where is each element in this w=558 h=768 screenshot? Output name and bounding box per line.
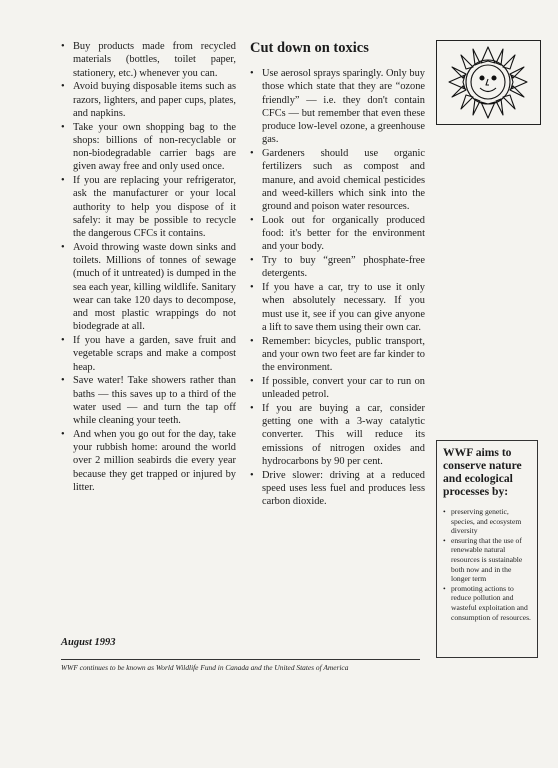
middle-column	[250, 40, 425, 509]
publication-date: August 1993	[61, 637, 116, 648]
list-item: • ensuring that the use of renewable natural resources is sustainable both now and in the longer term	[443, 536, 531, 584]
list-item: • If you are replacing your refrigerator, ask the manufacturer or your local authority to help you dispose of it safely: it may be possible to recycle the dangerous CFCs it contains.	[61, 174, 236, 240]
list-item: • preserving genetic, species, and ecosystem diversity	[443, 507, 531, 536]
wwf-aims-box	[436, 440, 538, 658]
list-item: • Gardeners should use organic fertilizers such as compost and manure, and avoid chemical pesticides and weed-killers which sink into the ground and poison water resources.	[250, 147, 425, 213]
wwf-box-title: WWF aims to conserve nature and ecological processes by:	[443, 446, 522, 498]
footer-note: WWF continues to be known as World Wildlife Fund in Canada and the United States of America	[61, 663, 349, 672]
list-item: • If you have a car, try to use it only when absolutely necessary. If you must use it, see if you can give anyone a lift to save them using their own car.	[250, 281, 425, 334]
list-item: • If you have a garden, save fruit and vegetable scraps and make a compost heap.	[61, 334, 236, 374]
sun-face-logo-icon	[436, 40, 541, 125]
list-item: • Drive slower: driving at a reduced speed uses less fuel and produces less carbon dioxide.	[250, 469, 425, 509]
list-item: • Try to buy “green” phosphate-free detergents.	[250, 254, 425, 281]
list-item: • If you are buying a car, consider getting one with a 3-way catalytic converter. This will reduce its emissions of nitrogen oxides and hydrocarbons by 90 per cent.	[250, 402, 425, 468]
footer-divider	[61, 659, 420, 660]
list-item: • If possible, convert your car to run on unleaded petrol.	[250, 375, 425, 402]
toxics-bullet-list	[250, 67, 425, 508]
list-item: • Buy products made from recycled materials (bottles, toilet paper, stationery, etc.) whenever you can.	[61, 40, 236, 80]
section-heading: Cut down on toxics	[250, 40, 369, 56]
list-item: • Avoid throwing waste down sinks and toilets. Millions of tonnes of sewage (much of it untreated) is dumped in the sea each year, killing wildlife. Sanitary wear can take 120 days to decompose, and most plastic wrappings do not biodegrade at all.	[61, 241, 236, 334]
left-column	[61, 40, 236, 495]
list-item: • Avoid buying disposable items such as razors, lighters, and paper cups, plates, and napkins.	[61, 80, 236, 120]
list-item: • And when you go out for the day, take your rubbish home: around the world over 2 million seabirds die every year because they get trapped or injured by litter.	[61, 428, 236, 494]
list-item: • Look out for organically produced food: it's better for the environment and your body.	[250, 214, 425, 254]
list-item: • Remember: bicycles, public transport, and your own two feet are far kinder to the environment.	[250, 335, 425, 375]
left-bullet-list	[61, 40, 236, 494]
list-item: • Use aerosol sprays sparingly. Only buy those which state that they are “ozone friendly” — i.e. they don't contain CFCs — but remember that even these produce low-level ozone, a greenhouse gas.	[250, 67, 425, 147]
wwf-aims-list	[443, 507, 531, 622]
list-item: • Take your own shopping bag to the shops: billions of non-recyclable or non-biodegradable carrier bags are given away free and only used once.	[61, 121, 236, 174]
list-item: • promoting actions to reduce pollution and wasteful exploitation and consumption of resources.	[443, 584, 531, 622]
list-item: • Save water! Take showers rather than baths — this saves up to a third of the water used — and turn the tap off while cleaning your teeth.	[61, 374, 236, 427]
